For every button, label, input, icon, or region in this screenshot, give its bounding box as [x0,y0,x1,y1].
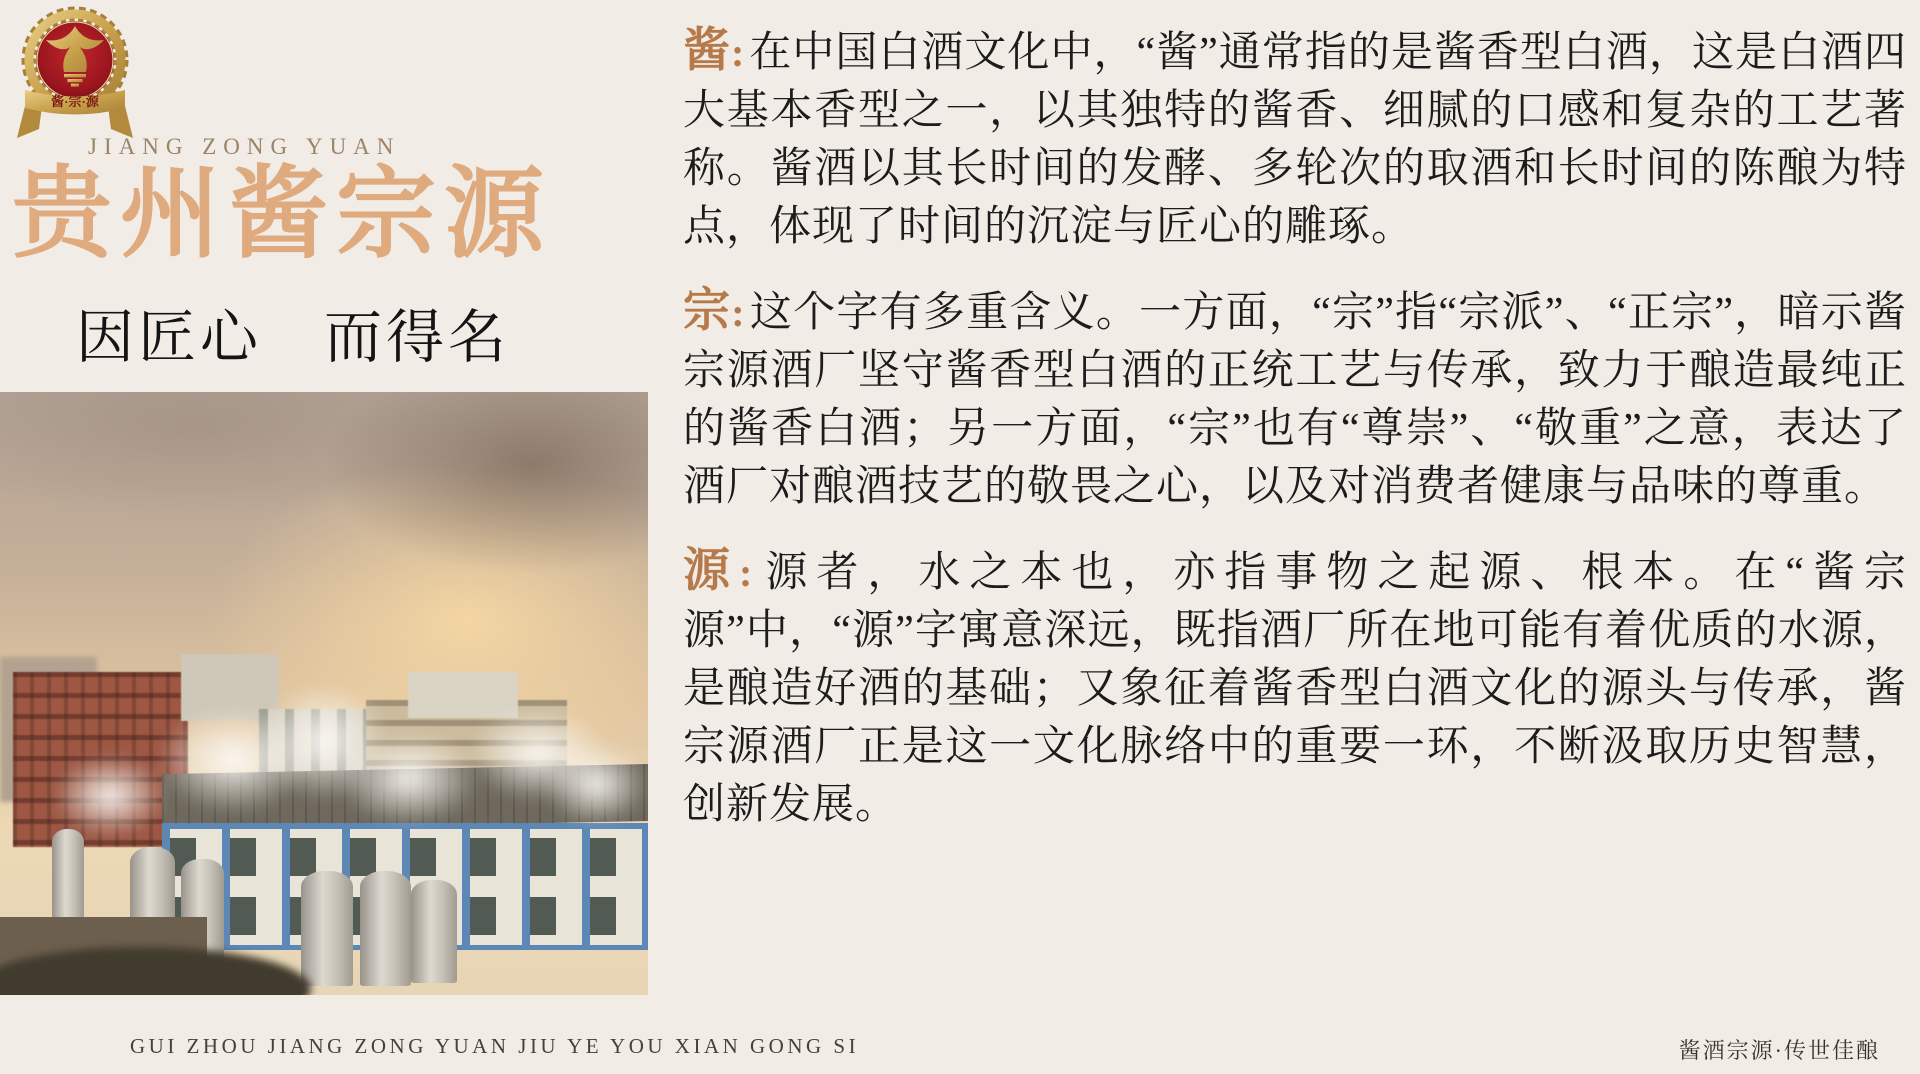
paragraph-zong [683,282,1907,516]
paragraph-zong-text: 这个字有多重含义。一方面，“宗”指“宗派”、“正宗”，暗示酱宗源酒厂坚守酱香型白酒的正统工艺与传承，致力于酿造最纯正的酱香白酒；另一方面，“宗”也有“尊崇”、“敬重”之意，表达了酒厂对酿酒技艺的敬畏之心，以及对消费者健康与品味的尊重。 [683,290,1908,510]
lead-char-yuan: 源 [683,545,740,597]
lead-char-zong: 宗 [683,285,732,337]
brand-subtitle: 因匠心 而得名 [76,305,511,370]
lead-char-jiang: 酱 [683,25,732,77]
lead-colon: : [731,290,746,335]
photo-steam [544,742,648,826]
page-title: 贵州酱宗源 [12,158,552,270]
brand-badge-logo [14,2,136,150]
photo-storage-tank [360,871,412,986]
tagline-footer: 酱酒宗源·传世佳酿 [1678,1038,1880,1063]
photo-storage-tank [411,880,456,983]
paragraph-jiang [683,22,1907,256]
factory-photo [0,392,648,995]
brand-pinyin: JIANG ZONG YUAN [88,134,401,159]
photo-storage-tank [301,871,353,986]
lead-colon: : [731,30,746,75]
lead-colon: : [739,550,754,595]
paragraph-yuan [683,542,1907,834]
photo-storage-tank [52,829,84,919]
badge-ribbon-text: 酱·宗·源 [51,94,99,109]
photo-steam [337,730,480,826]
company-pinyin-footer: GUI ZHOU JIANG ZONG YUAN JIU YE YOU XIAN GONG SI [130,1034,860,1058]
paragraph-jiang-text: 在中国白酒文化中，“酱”通常指的是酱香型白酒，这是白酒四大基本香型之一，以其独特的酱香、细腻的口感和复杂的工艺著称。酱酒以其长时间的发酵、多轮次的取酒和长时间的陈酿为特点，体现了时间的沉淀与匠心的雕琢。 [683,30,1907,250]
definitions-section [683,22,1907,860]
paragraph-yuan-text: 源者，水之本也，亦指事物之起源、根本。在“酱宗源”中，“源”字寓意深远，既指酒厂所在地可能有着优质的水源，是酿造好酒的基础；又象征着酱香型白酒文化的源头与传承，酱宗源酒厂正是这一文化脉络中的重要一环，不断汲取历史智慧，创新发展。 [683,550,1908,828]
photo-steam [52,754,169,838]
